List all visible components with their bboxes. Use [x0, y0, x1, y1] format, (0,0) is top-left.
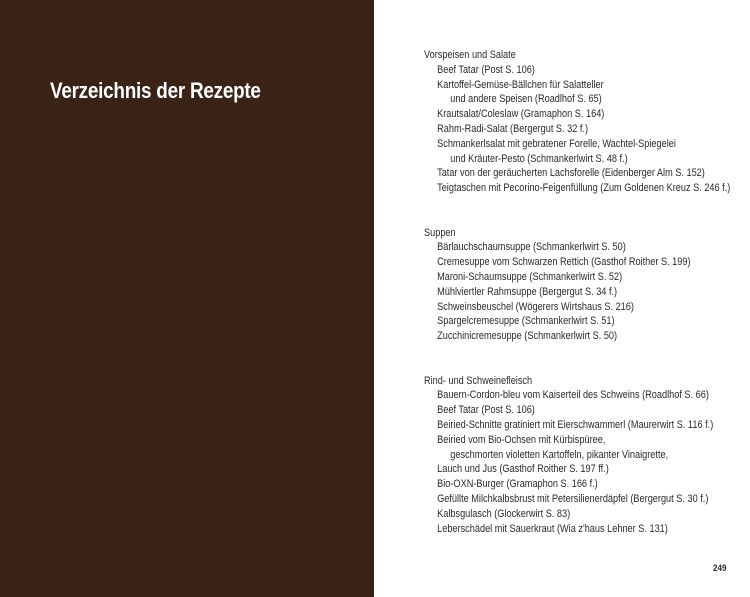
recipe-text: Cremesuppe vom Schwarzen Rettich (Gasthof Roither S. 199): [437, 256, 691, 269]
recipe-entry: [424, 507, 730, 522]
recipe-text: Maroni-Schaumsuppe (Schmankerlwirt S. 52): [437, 270, 623, 283]
recipe-text: Bio-OXN-Burger (Gramaphon S. 166 f.): [437, 478, 598, 491]
recipe-entry: [424, 240, 730, 255]
section-title: Rind- und Schweinefleisch: [424, 374, 533, 387]
section-title: Suppen: [424, 226, 456, 239]
recipe-entry: [424, 270, 730, 285]
recipe-entry: [424, 403, 730, 418]
recipe-entry: [424, 388, 730, 403]
recipe-text: Zucchinicremesuppe (Schmankerlwirt S. 50): [437, 330, 618, 343]
recipe-text: Kartoffel-Gemüse-Bällchen für Salatteller: [437, 78, 604, 91]
recipe-text-continued: und Kräuter-Pesto (Schmankerlwirt S. 48 f.): [450, 152, 628, 165]
recipe-text: Teigtaschen mit Pecorino-Feigenfüllung (Zum Goldenen Kreuz S. 246 f.): [437, 182, 731, 195]
recipe-entry: [424, 107, 730, 122]
recipe-entry: [424, 122, 730, 137]
recipe-entry: [424, 255, 730, 270]
page-number: 249: [713, 563, 727, 574]
recipe-entry: [424, 63, 730, 78]
recipe-entry: [424, 78, 730, 108]
recipe-entry: [424, 462, 730, 477]
recipe-text: Leberschädel mit Sauerkraut (Wia z'haus Lehner S. 131): [437, 522, 668, 535]
recipe-text: Tatar von der geräucherten Lachsforelle (Eidenberger Alm S. 152): [437, 167, 705, 180]
recipe-text: Schmankerlsalat mit gebratener Forelle, Wachtel-Spiegelei: [437, 137, 676, 150]
recipe-entry: [424, 181, 730, 196]
section-rind-schwein: [424, 374, 730, 537]
recipe-entry: [424, 492, 730, 507]
recipe-entry: [424, 329, 730, 344]
recipe-text: Kalbsgulasch (Glockerwirt S. 83): [437, 507, 571, 520]
recipe-entry: [424, 300, 730, 315]
section-suppen: [424, 226, 730, 344]
page-title: Verzeichnis der Rezepte: [50, 78, 261, 103]
recipe-entry: [424, 137, 730, 167]
recipe-entry: [424, 522, 730, 537]
recipe-text: Bärlauchschaumsuppe (Schmankerlwirt S. 50): [437, 241, 626, 254]
recipe-entry: [424, 166, 730, 181]
recipe-text: Gefüllte Milchkalbsbrust mit Petersilienerdäpfel (Bergergut S. 30 f.): [437, 492, 709, 505]
left-page-panel: [0, 0, 374, 597]
recipe-text: Spargelcremesuppe (Schmankerlwirt S. 51): [437, 315, 615, 328]
section-title: Vorspeisen und Salate: [424, 49, 516, 61]
recipe-entry: [424, 433, 730, 463]
recipe-entry: [424, 314, 730, 329]
recipe-text: Beiried-Schnitte gratiniert mit Eierschwammerl (Maurerwirt S. 116 f.): [437, 418, 714, 431]
recipe-entry: [424, 418, 730, 433]
recipe-text-continued: geschmorten violetten Kartoffeln, pikanter Vinaigrette,: [450, 448, 669, 461]
recipe-entry: [424, 477, 730, 492]
recipe-index: [424, 48, 730, 536]
recipe-text: Beiried vom Bio-Ochsen mit Kürbispüree,: [437, 433, 606, 446]
recipe-text: Lauch und Jus (Gasthof Roither S. 197 ff.): [437, 463, 609, 476]
recipe-text: Krautsalat/Coleslaw (Gramaphon S. 164): [437, 108, 605, 121]
recipe-text-continued: und andere Speisen (Roadlhof S. 65): [450, 93, 602, 106]
recipe-text: Beef Tatar (Post S. 106): [437, 63, 535, 76]
recipe-entry: [424, 285, 730, 300]
recipe-text: Mühlviertler Rahmsuppe (Bergergut S. 34 f.): [437, 285, 618, 298]
recipe-text: Rahm-Radi-Salat (Bergergut S. 32 f.): [437, 122, 589, 135]
section-vorspeisen: [424, 48, 730, 196]
recipe-text: Bauern-Cordon-bleu vom Kaiserteil des Schweins (Roadlhof S. 66): [437, 389, 709, 402]
recipe-text: Schweinsbeuschel (Wögerers Wirtshaus S. 216): [437, 300, 634, 313]
recipe-text: Beef Tatar (Post S. 106): [437, 404, 535, 417]
